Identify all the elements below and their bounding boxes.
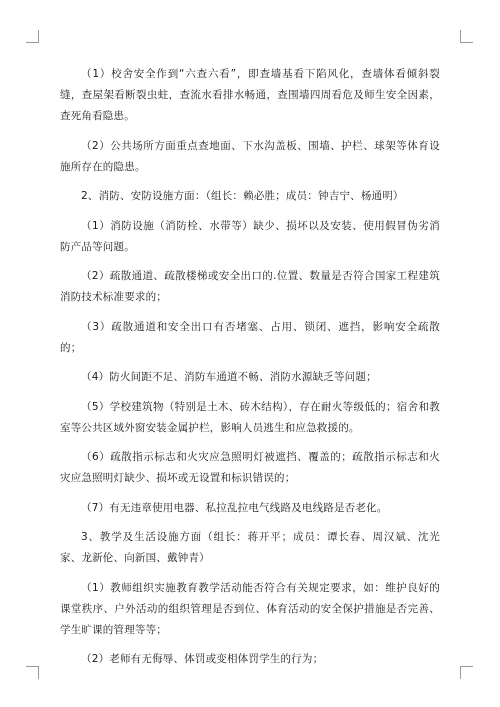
paragraph-2-3: （3）疏散通道和安全出口有否堵塞、占用、锁闭、遮挡，影响安全疏散的；: [60, 320, 440, 354]
crop-mark-bottom-left: [26, 666, 39, 679]
crop-mark-top-left: [26, 30, 39, 43]
paragraph-1-2: （2）公共场所方面重点查地面、下水沟盖板、围墙、护栏、球架等体育设施所存在的隐患。: [60, 139, 440, 173]
paragraph-2-2: （2）疏散通道、疏散楼梯或安全出口的.位置、数量是否符合国家工程建筑消防技术标准要求的；: [60, 270, 440, 303]
crop-mark-bottom-right: [460, 666, 473, 679]
paragraph-2-4: （4）防火间距不足、消防车通道不畅、消防水源缺乏等问题；: [81, 371, 377, 383]
paragraph-2-6: （6）疏散指示标志和火灾应急照明灯被遮挡、覆盖的；疏散指示标志和火灾应急照明灯缺少、损坏或无设置和标识错误的；: [60, 451, 440, 484]
section-3-heading: 3、教学及生活设施方面（组长：蒋开平；成员：谭长春、周汉斌、沈光家、龙新伦、向新国、戴钟青）: [60, 531, 440, 564]
crop-mark-top-right: [460, 30, 473, 43]
section-2-heading: 2、消防、安防设施方面：（组长：赖必胜；成员：钟吉宁、杨通明）: [81, 190, 404, 202]
paragraph-2-7: （7）有无违章使用电器、私拉乱拉电气线路及电线路是否老化。: [81, 501, 388, 514]
paragraph-2-1: （1）消防设施（消防栓、水带等）缺少、损坏以及安装、使用假冒伪劣消防产品等问题。: [60, 219, 440, 253]
paragraph-3-2: （2）老师有无侮辱、体罚或变相体罚学生的行为；: [81, 653, 324, 665]
paragraph-3-1: （1）教师组织实施教育教学活动能否符合有关规定要求，如：维护良好的课堂秩序、户外活动的组织管理是否到位、体育活动的安全保护措施是否完善、学生旷课的管理等等；: [60, 581, 440, 636]
paragraph-1-1: （1）校舍安全作到“六查六看”，即查墙基看下陷风化，查墙体看倾斜裂缝，查屋架看断裂虫蛀，查流水看排水畅通，查围墙四周看危及师生安全因素，查死角看隐患。: [60, 68, 440, 122]
paragraph-2-5: （5）学校建筑物（特别是土木、砖木结构），存在耐火等级低的；宿舍和教室等公共区域外窗安装金属护栏，影响人员逃生和应急救援的。: [60, 400, 440, 434]
document-body: [60, 64, 440, 679]
